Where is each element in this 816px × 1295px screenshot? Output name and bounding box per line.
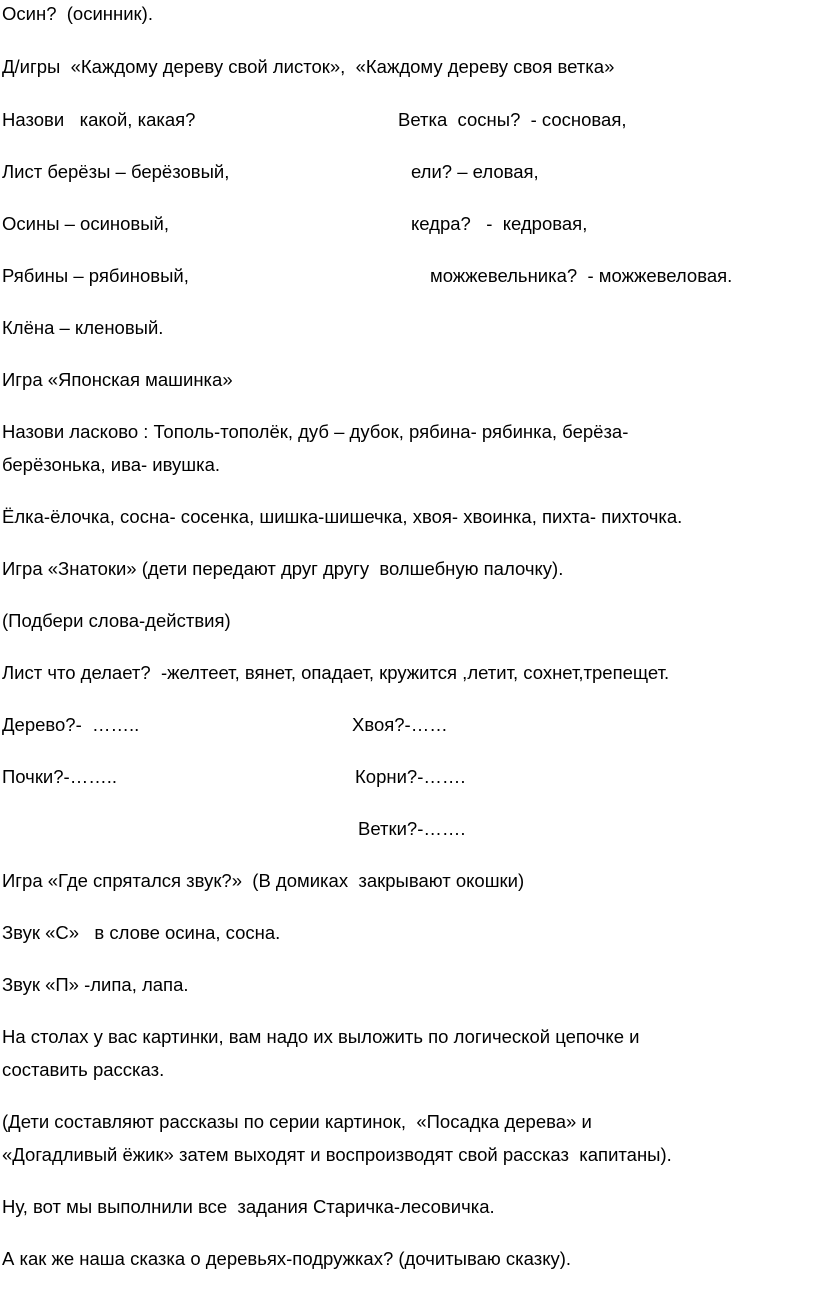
text-line: Осин? (осинник). [2, 3, 153, 24]
text-line: Игра «Где спрятался звук?» (В домиках закрывают окошки) [2, 870, 525, 891]
text-line: Назови ласково : Тополь-тополёк, дуб – дубок, рябина- рябинка, берёза- [2, 421, 629, 442]
text-line: Ёлка-ёлочка, сосна- сосенка, шишка-шишечка, хвоя- хвоинка, пихта- пихточка. [2, 506, 683, 527]
text-line: Ну, вот мы выполнили все задания Старичка-лесовичка. [2, 1196, 495, 1217]
text-line: Дерево?- …….. [2, 714, 140, 735]
text-line-right: Корни?-……. [355, 766, 466, 787]
text-line-right: Ветка сосны? - сосновая, [398, 109, 627, 130]
text-line: А как же наша сказка о деревьях-подружках? (дочитываю сказку). [2, 1248, 572, 1269]
text-line: На столах у вас картинки, вам надо их выложить по логической цепочке и [2, 1026, 640, 1047]
text-line: (Дети составляют рассказы по серии картинок, «Посадка дерева» и [2, 1111, 592, 1132]
text-line-right: кедра? - кедровая, [411, 213, 588, 234]
text-line-right: Ветки?-……. [358, 818, 466, 839]
text-line: Почки?-…….. [2, 766, 117, 787]
text-line: Игра «Знатоки» (дети передают друг другу волшебную палочку). [2, 558, 564, 579]
text-line: Осины – осиновый, [2, 213, 170, 234]
text-line: составить рассказ. [2, 1059, 165, 1080]
text-line: Рябины – рябиновый, [2, 265, 189, 286]
text-line: Лист берёзы – берёзовый, [2, 161, 230, 182]
text-line-right: ели? – еловая, [411, 161, 539, 182]
text-line: Назови какой, какая? [2, 109, 196, 130]
text-line: берёзонька, ива- ивушка. [2, 454, 221, 475]
text-line-right: Хвоя?-…… [352, 714, 448, 735]
text-line: Лист что делает? -желтеет, вянет, опадает, кружится ,летит, сохнет,трепещет. [2, 662, 670, 683]
text-line: Звук «П» -липа, лапа. [2, 974, 189, 995]
text-line: Звук «С» в слове осина, сосна. [2, 922, 281, 943]
text-line-right: можжевельника? - можжевеловая. [430, 265, 733, 286]
text-line: «Догадливый ёжик» затем выходят и воспроизводят свой рассказ капитаны). [2, 1144, 672, 1165]
text-line: Клёна – кленовый. [2, 317, 164, 338]
text-line: Игра «Японская машинка» [2, 369, 233, 390]
text-line: Д/игры «Каждому дереву свой листок», «Каждому дереву своя ветка» [2, 56, 615, 77]
text-line: (Подбери слова-действия) [2, 610, 231, 631]
